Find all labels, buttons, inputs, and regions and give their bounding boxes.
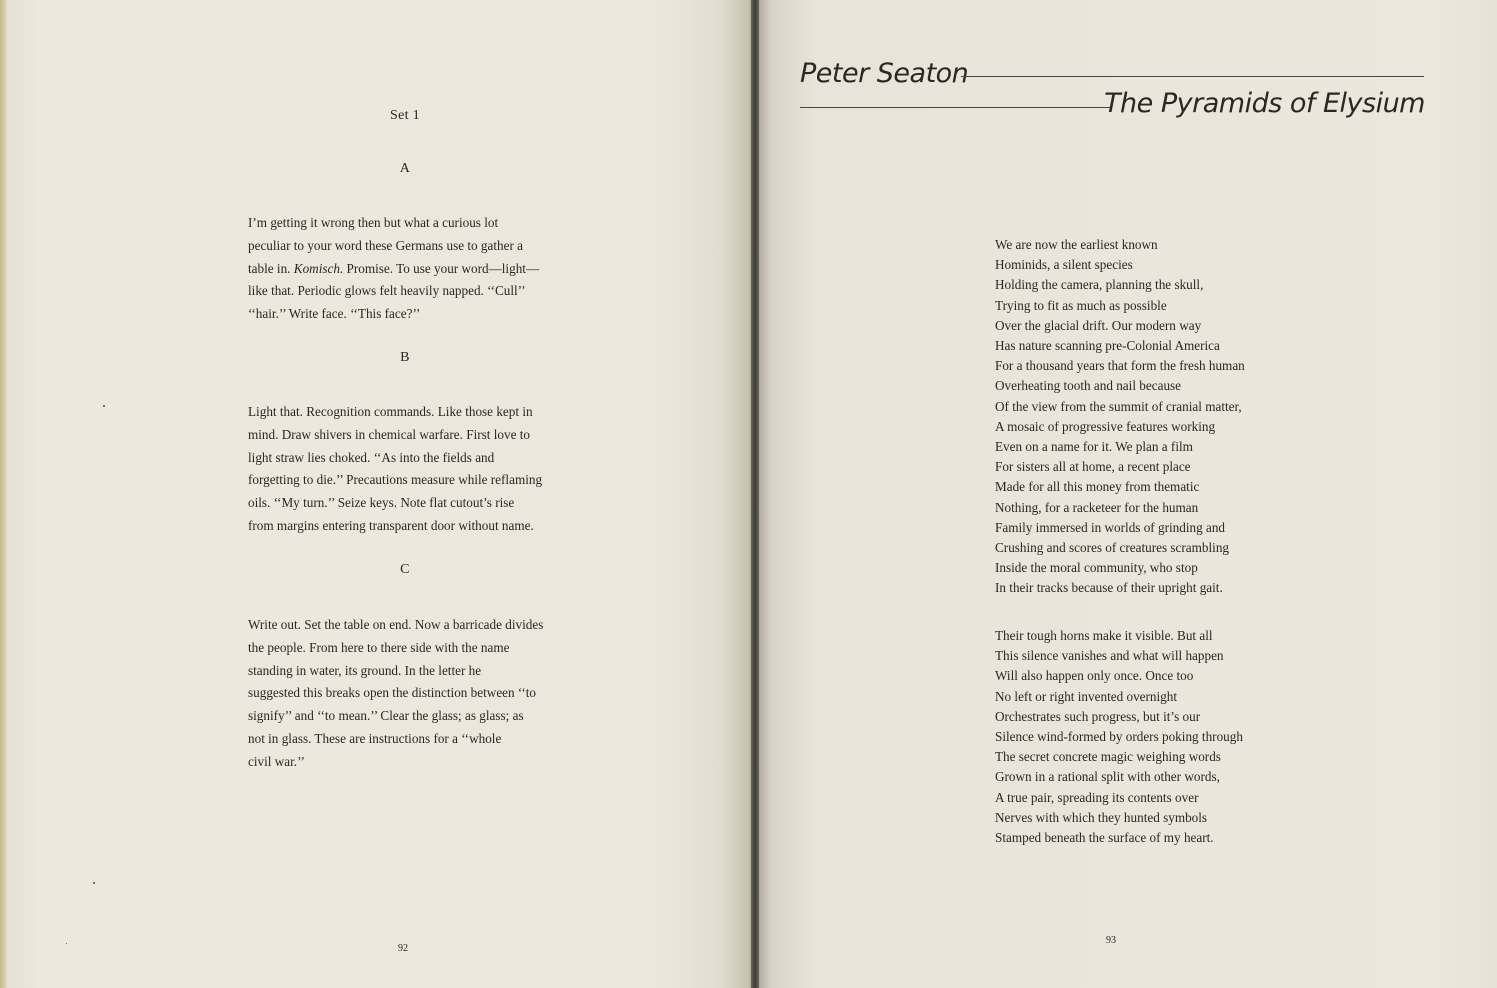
prose-line: peculiar to your word these Germans use to gather a xyxy=(248,237,524,253)
section-b-text xyxy=(248,401,563,538)
poem-line: A true pair, spreading its contents over xyxy=(995,789,1199,805)
poem-line: Hominids, a silent species xyxy=(995,257,1133,273)
poem-line: Stamped beneath the surface of my heart. xyxy=(995,830,1214,846)
poem-line: Of the view from the summit of cranial matter, xyxy=(995,398,1242,414)
left-page-edge xyxy=(0,0,6,988)
poem-line: For sisters all at home, a recent place xyxy=(995,459,1191,475)
poem-line: Will also happen only once. Once too xyxy=(995,668,1194,684)
poem-line: Trying to fit as much as possible xyxy=(995,297,1167,313)
author-name: Peter Seaton xyxy=(800,58,969,89)
prose-line: not in glass. These are instructions for a ‘‘whole xyxy=(248,730,502,746)
italic-word: Komisch. xyxy=(293,260,344,276)
prose-line xyxy=(248,258,563,281)
poem-line: We are now the earliest known xyxy=(995,237,1158,252)
prose-line: light straw lies choked. ‘‘As into the fields and xyxy=(248,449,495,465)
poem-line: Has nature scanning pre-Colonial America xyxy=(995,338,1220,354)
prose-line: from margins entering transparent door without name. xyxy=(248,517,534,533)
set-title: Set 1 xyxy=(390,108,420,123)
paper-speck xyxy=(103,405,105,407)
poem-line: This silence vanishes and what will happen xyxy=(995,648,1224,664)
prose-line: Light that. Recognition commands. Like those kept in xyxy=(248,404,533,419)
prose-line: ‘‘hair.’’ Write face. ‘‘This face?’’ xyxy=(248,306,421,322)
stanza-1 xyxy=(995,235,1245,599)
poem-line: Inside the moral community, who stop xyxy=(995,560,1198,576)
prose-line: forgetting to die.’’ Precautions measure while reflaming xyxy=(248,472,543,488)
prose-line: the people. From here to there side with the name xyxy=(248,639,510,655)
poem-line: Silence wind-formed by orders poking through xyxy=(995,729,1243,745)
poem-line: Grown in a rational split with other words, xyxy=(995,769,1220,785)
paper-speck xyxy=(66,943,67,944)
poem-line: A mosaic of progressive features working xyxy=(995,418,1216,434)
poem-line: Even on a name for it. We plan a film xyxy=(995,439,1193,455)
poem-line: Nerves with which they hunted symbols xyxy=(995,809,1208,825)
prose-line: suggested this breaks open the distinction between ‘‘to xyxy=(248,685,536,701)
header-rule-top xyxy=(961,76,1424,77)
prose-line: oils. ‘‘My turn.’’ Seize keys. Note flat cutout’s rise xyxy=(248,495,515,511)
prose-line: civil war.’’ xyxy=(248,753,305,769)
poem-title: The Pyramids of Elysium xyxy=(1104,88,1425,119)
poem-line: Family immersed in worlds of grinding and xyxy=(995,519,1226,535)
prose-line: Write out. Set the table on end. Now a barricade divides xyxy=(248,617,544,632)
poem-line: Over the glacial drift. Our modern way xyxy=(995,317,1202,333)
poem-line: No left or right invented overnight xyxy=(995,688,1178,704)
prose-fragment: table in. xyxy=(248,260,291,276)
prose-line: signify’’ and ‘‘to mean.’’ Clear the glass; as glass; as xyxy=(248,708,524,724)
prose-line: like that. Periodic glows felt heavily napped. ‘‘Cull’’ xyxy=(248,283,526,299)
poem-line: Holding the camera, planning the skull, xyxy=(995,277,1204,293)
prose-line: I’m getting it wrong then but what a curious lot xyxy=(248,215,499,230)
poem-line: Overheating tooth and nail because xyxy=(995,378,1182,394)
prose-line: standing in water, its ground. In the letter he xyxy=(248,662,482,678)
page-number-right: 93 xyxy=(1106,935,1116,946)
prose-line: mind. Draw shivers in chemical warfare. First love to xyxy=(248,426,530,442)
page-number-left: 92 xyxy=(398,943,408,954)
header-rule-bottom xyxy=(800,107,1110,108)
poem-line: For a thousand years that form the fresh human xyxy=(995,358,1245,374)
poem-line: The secret concrete magic weighing words xyxy=(995,749,1221,765)
stanza-2 xyxy=(995,626,1243,848)
poem-line: Nothing, for a racketeer for the human xyxy=(995,499,1199,515)
section-a-heading: A xyxy=(399,161,411,176)
poem-line: Crushing and scores of creatures scrambling xyxy=(995,540,1230,556)
poem-line: Their tough horns make it visible. But all xyxy=(995,628,1213,643)
book-gutter xyxy=(751,0,759,988)
paper-speck xyxy=(93,882,95,884)
poem-line: Made for all this money from thematic xyxy=(995,479,1200,495)
section-c-text xyxy=(248,614,563,774)
poem-line: In their tracks because of their upright gait. xyxy=(995,580,1223,596)
poem-line: Orchestrates such progress, but it’s our xyxy=(995,708,1201,724)
section-b-heading: B xyxy=(400,350,410,365)
section-a-text xyxy=(248,212,563,326)
section-c-heading: C xyxy=(400,562,410,577)
prose-fragment: Promise. To use your word—light— xyxy=(346,260,540,276)
